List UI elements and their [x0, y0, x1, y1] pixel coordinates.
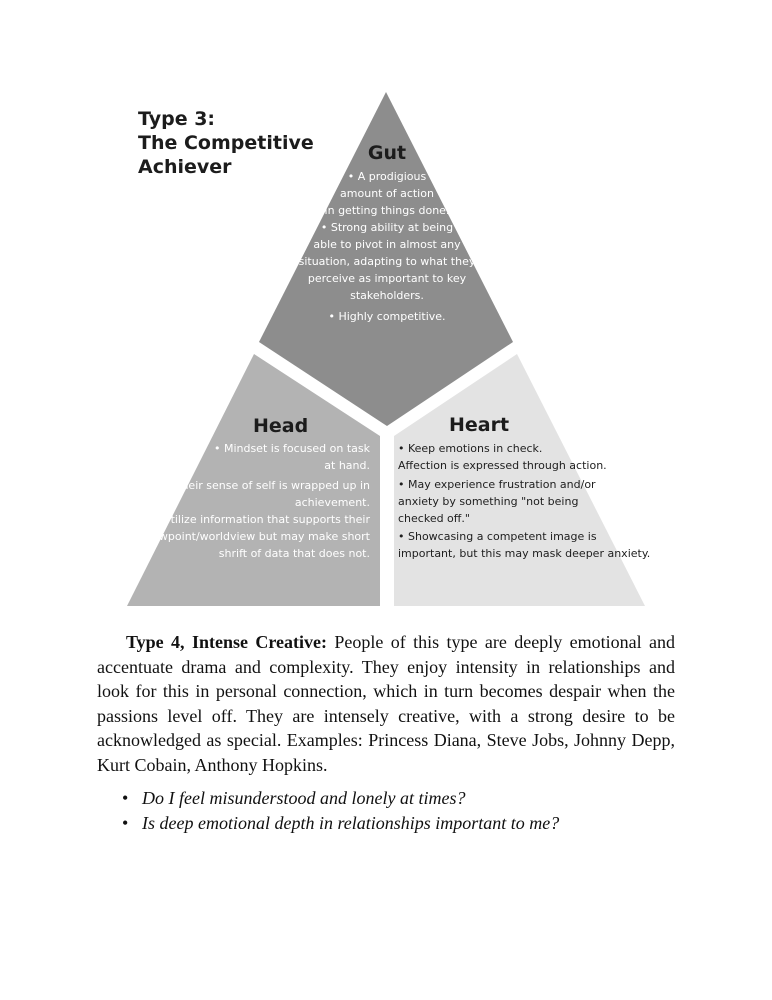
head-line: • Utilize information that supports their	[152, 513, 370, 526]
gut-line: able to pivot in almost any	[313, 238, 461, 251]
heart-line: • Keep emotions in check.	[398, 442, 543, 455]
gut-line: amount of action	[340, 187, 434, 200]
type-name-line-2: Achiever	[138, 156, 232, 178]
gut-line: • Strong ability at being	[320, 221, 454, 234]
type-number-label: Type 3:	[138, 108, 216, 130]
gut-line: situation, adapting to what they	[298, 255, 476, 268]
heart-line: Affection is expressed through action.	[398, 459, 607, 472]
question-item: • Do I feel misunderstood and lonely at times?	[120, 786, 559, 811]
gut-line: • Highly competitive.	[328, 310, 446, 323]
paragraph-lead: Type 4, Intense Creative:	[126, 632, 327, 652]
head-title: Head	[253, 415, 309, 437]
gut-line: perceive as important to key	[307, 272, 467, 285]
head-line: achievement.	[294, 496, 370, 509]
heart-line: important, but this may mask deeper anxiety.	[398, 547, 651, 560]
type-4-description-paragraph	[97, 630, 675, 777]
heart-line: • May experience frustration and/or	[398, 478, 596, 491]
gut-line: in getting things done.	[324, 204, 450, 217]
gut-title: Gut	[367, 142, 407, 164]
gut-line: • A prodigious	[347, 170, 427, 183]
head-line: at hand.	[324, 459, 370, 472]
type-name-line-1: The Competitive	[138, 132, 314, 154]
heart-line: checked off."	[398, 512, 470, 525]
question-item: • Is deep emotional depth in relationships important to me?	[120, 811, 559, 836]
heart-title: Heart	[449, 414, 510, 436]
reflection-questions-list	[120, 786, 559, 836]
head-line: viewpoint/worldview but may make short	[142, 530, 370, 543]
gut-line: stakeholders.	[350, 289, 424, 302]
head-line: shrift of data that does not.	[218, 547, 370, 560]
head-line: • Mindset is focused on task	[213, 442, 370, 455]
paragraph-text: People of this type are deeply emotional and accentuate drama and complexity. They enjoy intensity in relationships and look for this in personal connection, which in turn becomes despair when the passions level off. They are intensely creative, with a strong desire to be acknowledged as special. Examples: Princess Diana, Steve Jobs, Johnny Depp, Kurt Cobain, Anthony Hopkins.	[97, 632, 676, 775]
heart-line: • Showcasing a competent image is	[398, 530, 597, 543]
head-line: • Their sense of self is wrapped up in	[164, 479, 370, 492]
heart-line: anxiety by something "not being	[398, 495, 579, 508]
